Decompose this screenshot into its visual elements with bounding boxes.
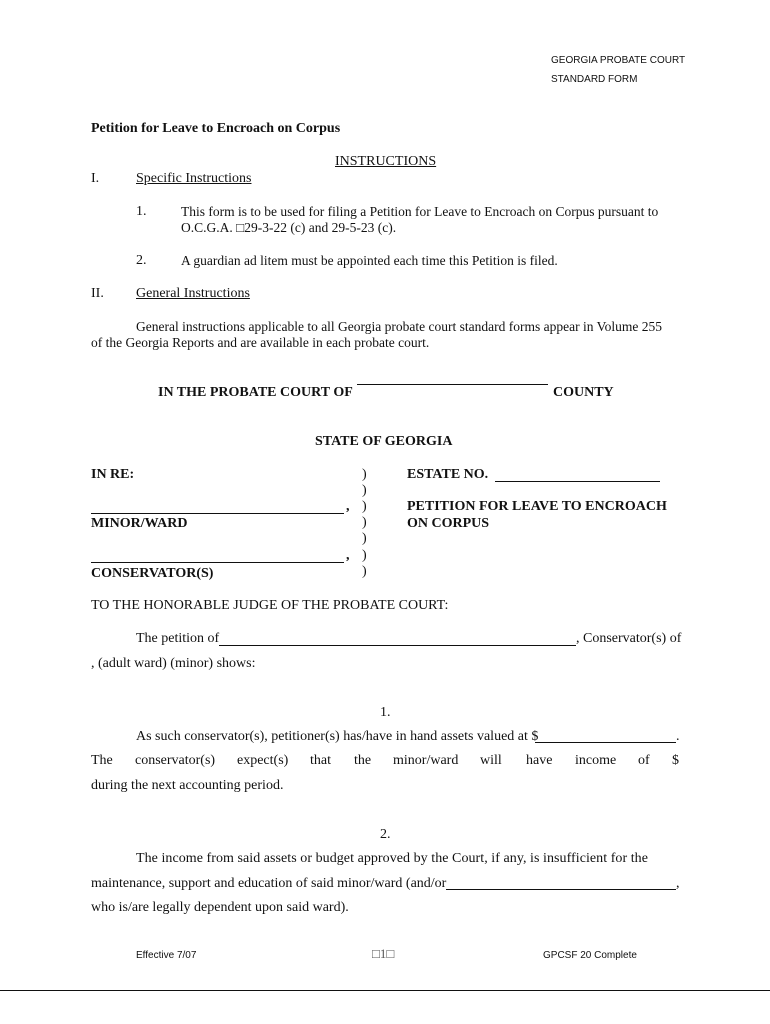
paragraph-number: 1.	[380, 705, 391, 720]
caption-paren: )	[362, 515, 367, 530]
instruction-item-1-line2: O.C.G.A. □29-3-22 (c) and 29-5-23 (c).	[181, 220, 397, 235]
para1-word: will	[480, 753, 502, 768]
court-prefix: IN THE PROBATE COURT OF	[158, 385, 353, 400]
standard-form-header: STANDARD FORM	[551, 74, 638, 85]
caption-paren: )	[362, 483, 367, 498]
shows-line: , (adult ward) (minor) shows:	[91, 656, 256, 671]
instruction-item-2-line1: A guardian ad litem must be appointed each time this Petition is filed.	[181, 253, 558, 268]
caption-paren: )	[362, 467, 367, 482]
instruction-item-number: 1.	[136, 204, 147, 219]
minor-ward-field[interactable]	[91, 513, 344, 514]
caption-paren: )	[362, 564, 367, 579]
assets-value-field[interactable]	[535, 742, 676, 743]
para1-word: the	[354, 753, 372, 768]
section-2-title: General Instructions	[136, 286, 250, 301]
instruction-item-number: 2.	[136, 253, 147, 268]
para1-word: expect(s)	[237, 753, 289, 768]
general-instructions-line1: General instructions applicable to all Georgia probate court standard forms appear in Volume 255	[136, 319, 662, 334]
section-1-title: Specific Instructions	[136, 171, 252, 186]
dependent-name-field[interactable]	[446, 889, 676, 890]
caption-paren: )	[362, 499, 367, 514]
para2-line2: maintenance, support and education of said minor/ward (and/or	[91, 876, 447, 891]
caption-paren: )	[362, 531, 367, 546]
para1-word: of	[638, 753, 650, 768]
para2-line1: The income from said assets or budget approved by the Court, if any, is insufficient for the	[136, 851, 648, 866]
minor-ward-label: MINOR/WARD	[91, 516, 188, 531]
petitioner-name-field[interactable]	[219, 645, 576, 646]
para1-word: The	[91, 753, 113, 768]
para1-word: have	[526, 753, 553, 768]
para2-comma: ,	[676, 876, 680, 891]
para1-line3: during the next accounting period.	[91, 778, 284, 793]
effective-date: Effective 7/07	[136, 950, 197, 961]
section-2-number: II.	[91, 286, 104, 301]
petition-of-prefix: The petition of	[136, 631, 220, 646]
para2-line3: who is/are legally dependent upon said ward).	[91, 900, 349, 915]
caption-paren: )	[362, 548, 367, 563]
conservator-field[interactable]	[91, 562, 344, 563]
para1-word: income	[575, 753, 617, 768]
para1-word: $	[672, 753, 679, 768]
page-bottom-rule	[0, 990, 770, 991]
conservator-comma: ,	[346, 548, 350, 563]
petition-title-line2: ON CORPUS	[407, 516, 490, 531]
para1-period: .	[676, 729, 680, 744]
paragraph-number: 2.	[380, 827, 391, 842]
estate-no-label: ESTATE NO.	[407, 467, 489, 482]
conservator-label: CONSERVATOR(S)	[91, 566, 214, 581]
general-instructions-line2: of the Georgia Reports and are available in each probate court.	[91, 335, 430, 350]
instruction-item-1-line1: This form is to be used for filing a Petition for Leave to Encroach on Corpus pursuant to	[181, 204, 659, 219]
salutation: TO THE HONORABLE JUDGE OF THE PROBATE COURT:	[91, 598, 449, 613]
para1-line1: As such conservator(s), petitioner(s) has/have in hand assets valued at $	[136, 729, 539, 744]
in-re-label: IN RE:	[91, 467, 135, 482]
court-suffix: COUNTY	[553, 385, 614, 400]
state-heading: STATE OF GEORGIA	[315, 434, 453, 449]
court-name-header: GEORGIA PROBATE COURT	[551, 55, 686, 66]
section-1-number: I.	[91, 171, 100, 186]
estate-no-field[interactable]	[495, 481, 660, 482]
para1-word: that	[310, 753, 331, 768]
county-field[interactable]	[357, 384, 548, 385]
petition-title-line1: PETITION FOR LEAVE TO ENCROACH	[407, 499, 667, 514]
petition-of-suffix: , Conservator(s) of	[576, 631, 682, 646]
minor-ward-comma: ,	[346, 499, 350, 514]
para1-word: minor/ward	[393, 753, 459, 768]
form-title: Petition for Leave to Encroach on Corpus	[91, 121, 341, 136]
page-number: □1□	[372, 946, 395, 961]
para1-word: conservator(s)	[135, 753, 216, 768]
instructions-heading: INSTRUCTIONS	[335, 154, 437, 169]
form-id: GPCSF 20 Complete	[543, 950, 637, 961]
